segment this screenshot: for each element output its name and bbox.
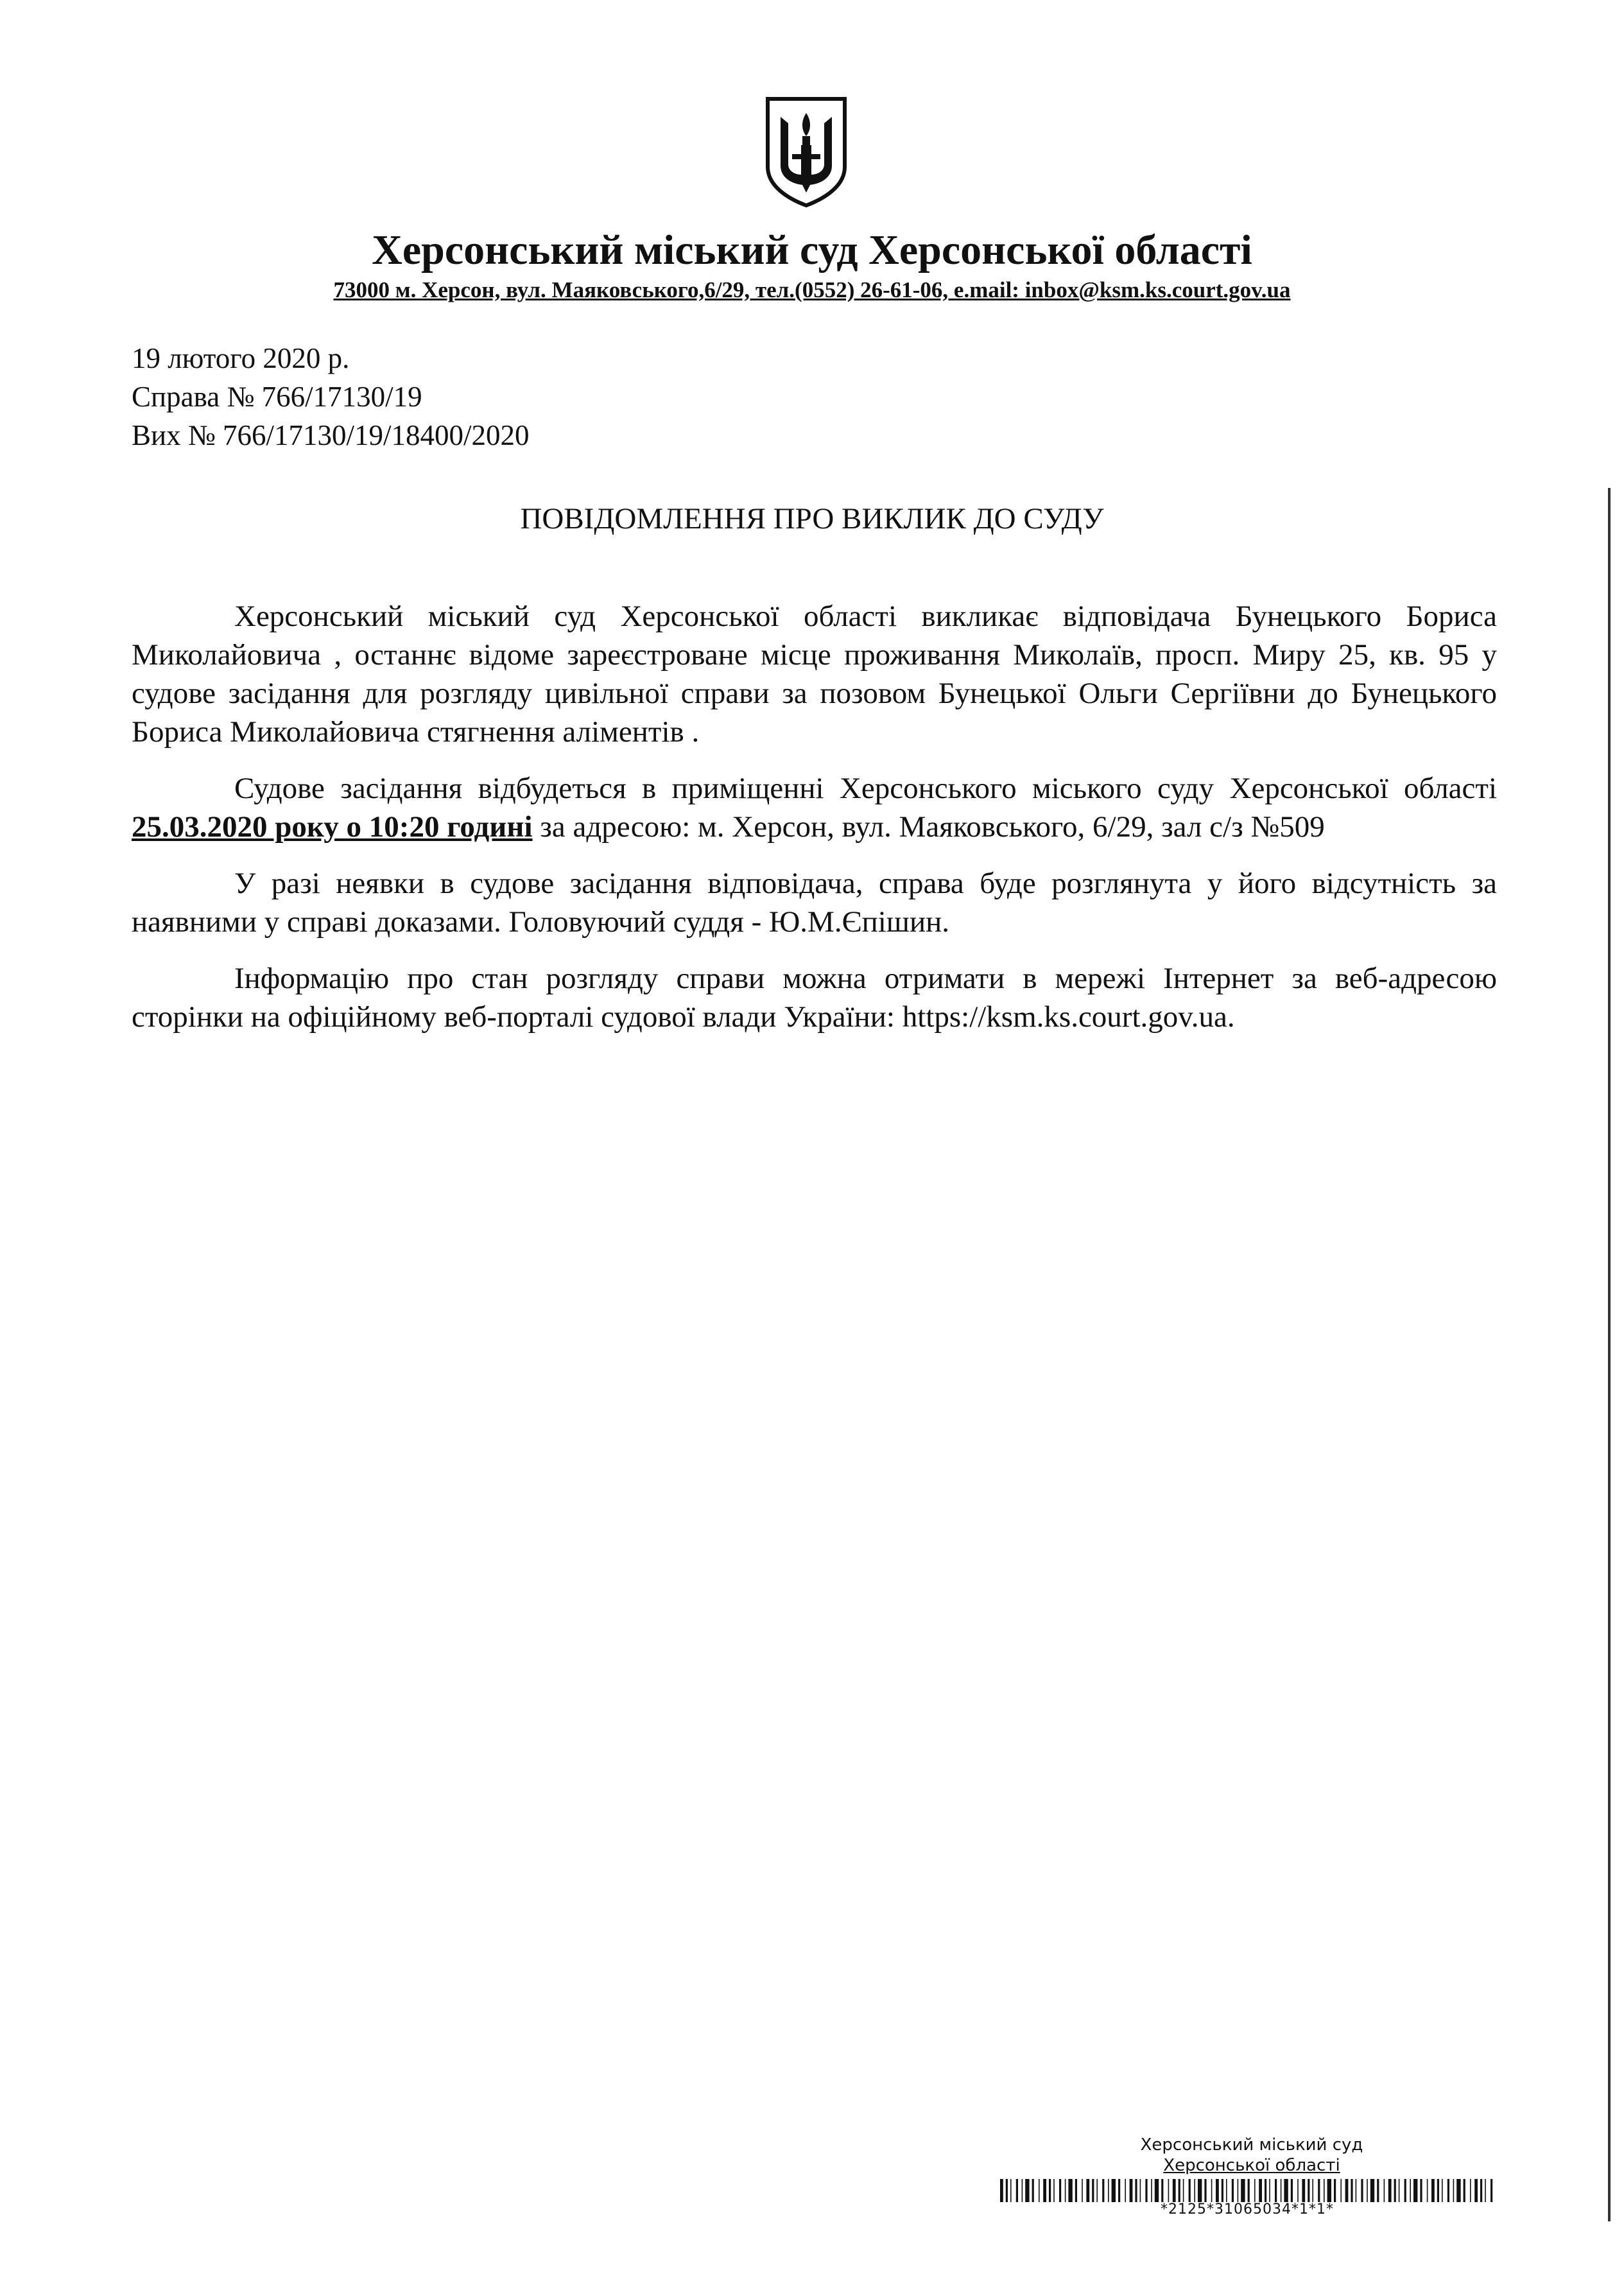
barcode-bar <box>1399 2179 1400 2202</box>
barcode-bar <box>1039 2179 1040 2202</box>
barcode-bar <box>1140 2179 1141 2202</box>
barcode-bar <box>1022 2179 1023 2202</box>
barcode <box>1000 2179 1494 2202</box>
barcode-bar <box>1410 2179 1411 2202</box>
barcode-bar <box>1297 2179 1299 2202</box>
barcode-bar <box>1404 2179 1406 2202</box>
paragraph-info: Інформацію про стан розгляду справи можна отримати в мережі Інтернет за веб-адресою сторінки на офіційному веб-порталі судової влади України: https://ksm.ks.court.gov.ua. <box>132 962 1497 1034</box>
paragraph-summons: Херсонський міський суд Херсонської області викликає відповідача Бунецького Бориса Миколайовича , останнє відоме зареєстроване місце проживання Миколаїв, просп. Миру 25, кв. 95 у судове засідання для розгляду цивільної справи за позовом Бунецької Ольги Сергіївни до Бунецького Бориса Миколайовича стягнення аліментів . <box>132 600 1497 749</box>
barcode-bar <box>1480 2179 1482 2202</box>
barcode-bar <box>1490 2179 1492 2202</box>
barcode-bar <box>1211 2179 1213 2202</box>
court-address: 73000 м. Херсон, вул. Маяковського,6/29, тел.(0552) 26-61-06, e.mail: inbox@ksm.ks.court.gov.ua <box>333 277 1291 302</box>
barcode-bar <box>1155 2179 1159 2202</box>
barcode-bar <box>1092 2179 1094 2202</box>
barcode-bar <box>1000 2179 1003 2202</box>
barcode-bar <box>1437 2179 1439 2202</box>
barcode-bar <box>1065 2179 1066 2202</box>
barcode-bar <box>1179 2179 1180 2202</box>
barcode-bar <box>1388 2179 1392 2202</box>
barcode-bar <box>1086 2179 1089 2202</box>
barcode-bar <box>1312 2179 1313 2202</box>
barcode-bar <box>1474 2179 1478 2202</box>
paragraph-absence: У разі неявки в судове засідання відповідача, справа буде розглянута у його відсутність за наявними у справі доказами. Головуючий суддя - Ю.М.Єпішин. <box>132 867 1497 939</box>
barcode-bar <box>1130 2179 1133 2202</box>
barcode-bar <box>1189 2179 1191 2202</box>
barcode-bar <box>1102 2179 1104 2202</box>
barcode-bar <box>1351 2179 1352 2202</box>
barcode-bar <box>1308 2179 1309 2202</box>
document-heading: ПОВІДОМЛЕННЯ ПРО ВИКЛИК ДО СУДУ <box>520 502 1104 535</box>
barcode-bar <box>1420 2179 1422 2202</box>
registry-stamp <box>995 2135 1508 2176</box>
barcode-bar <box>1265 2179 1266 2202</box>
barcode-bar <box>1075 2179 1077 2202</box>
barcode-bar <box>1118 2179 1120 2202</box>
barcode-bar <box>1254 2179 1256 2202</box>
barcode-bar <box>1198 2179 1202 2202</box>
barcode-bar <box>1194 2179 1195 2202</box>
barcode-bar <box>1327 2179 1331 2202</box>
barcode-bar <box>1161 2179 1163 2202</box>
barcode-bar <box>1135 2179 1137 2202</box>
barcode-bar <box>1485 2179 1486 2202</box>
barcode-bar <box>1238 2179 1239 2202</box>
barcode-bar <box>1082 2179 1083 2202</box>
barcode-bar <box>1204 2179 1206 2202</box>
barcode-bar <box>1145 2179 1147 2202</box>
barcode-bar <box>1025 2179 1029 2202</box>
barcode-bar <box>1356 2179 1357 2202</box>
barcode-bar <box>1431 2179 1435 2202</box>
barcode-bar <box>1216 2179 1219 2202</box>
barcode-bar <box>1016 2179 1018 2202</box>
barcode-bar <box>1442 2179 1443 2202</box>
barcode-bar <box>1324 2179 1325 2202</box>
barcode-bar <box>1006 2179 1008 2202</box>
stamp-line-2: Херсонської області <box>1163 2156 1340 2175</box>
barcode-bar <box>1151 2179 1152 2202</box>
hearing-location: за адресою: м. Херсон, вул. Маяковського, 6/29, зал с/з №509 <box>540 810 1325 844</box>
barcode-bar <box>1394 2179 1396 2202</box>
barcode-bar <box>1010 2179 1012 2202</box>
barcode-bar <box>1447 2179 1449 2202</box>
scan-edge-line <box>1606 488 1612 2221</box>
barcode-bar <box>1464 2179 1465 2202</box>
barcode-bar <box>1427 2179 1428 2202</box>
document-meta <box>132 339 530 455</box>
barcode-text: *2125*31065034*1*1* <box>1161 2201 1334 2218</box>
barcode-bar <box>1281 2179 1282 2202</box>
barcode-bar <box>1334 2179 1336 2202</box>
barcode-bar <box>1232 2179 1234 2202</box>
barcode-bar <box>1049 2179 1051 2202</box>
barcode-bar <box>1361 2179 1363 2202</box>
barcode-bar <box>1108 2179 1109 2202</box>
barcode-bar <box>1059 2179 1061 2202</box>
barcode-bar <box>1183 2179 1184 2202</box>
barcode-bar <box>1226 2179 1227 2202</box>
hearing-intro: Судове засідання відбудеться в приміщенні Херсонського міського суду Херсонської області <box>234 772 1497 805</box>
barcode-bar <box>1222 2179 1223 2202</box>
barcode-bar <box>1043 2179 1046 2202</box>
barcode-bar <box>1413 2179 1417 2202</box>
barcode-bar <box>1248 2179 1250 2202</box>
barcode-bar <box>1032 2179 1034 2202</box>
trident-emblem-icon <box>763 95 850 207</box>
barcode-bar <box>1370 2179 1374 2202</box>
stamp-line-1: Херсонський міський суд <box>1140 2135 1363 2155</box>
barcode-bar <box>1284 2179 1288 2202</box>
barcode-bar <box>1367 2179 1368 2202</box>
outgoing-number: Вих № 766/17130/19/18400/2020 <box>132 419 530 451</box>
barcode-bar <box>1125 2179 1126 2202</box>
barcode-bar <box>1269 2179 1270 2202</box>
barcode-bar <box>1453 2179 1455 2202</box>
barcode-bar <box>1275 2179 1277 2202</box>
document-date: 19 лютого 2020 р. <box>132 342 350 374</box>
barcode-bar <box>1470 2179 1471 2202</box>
barcode-bar <box>1345 2179 1349 2202</box>
barcode-bar <box>1112 2179 1116 2202</box>
court-name: Херсонський міський суд Херсонської області <box>372 227 1252 273</box>
barcode-bar <box>1053 2179 1055 2202</box>
barcode-bar <box>1096 2179 1098 2202</box>
barcode-bar <box>1068 2179 1072 2202</box>
paragraph-hearing <box>132 769 1497 846</box>
barcode-bar <box>1318 2179 1320 2202</box>
barcode-bar <box>1377 2179 1379 2202</box>
barcode-bar <box>1340 2179 1342 2202</box>
barcode-bar <box>1456 2179 1460 2202</box>
barcode-bar <box>1384 2179 1385 2202</box>
barcode-bar <box>1259 2179 1262 2202</box>
document-body <box>132 597 1497 1054</box>
barcode-bar <box>1302 2179 1305 2202</box>
barcode-bar <box>1291 2179 1293 2202</box>
barcode-bar <box>1168 2179 1170 2202</box>
barcode-bar <box>1241 2179 1245 2202</box>
hearing-datetime: 25.03.2020 року о 10:20 годині <box>132 810 533 844</box>
barcode-bar <box>1173 2179 1176 2202</box>
case-number: Справа № 766/17130/19 <box>132 381 422 413</box>
